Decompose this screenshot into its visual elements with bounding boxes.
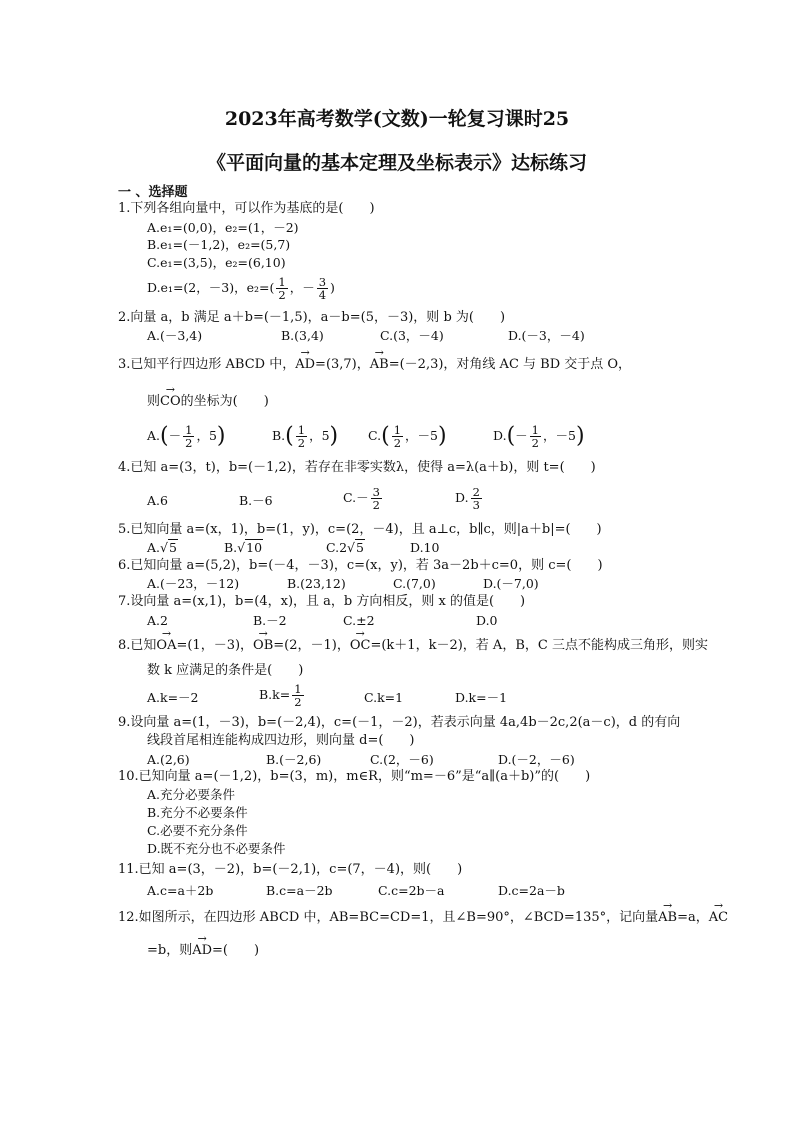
question-8-option-b: B.k= $\frac{1}{2}$ [259, 682, 302, 709]
question-9-stem: 9.设向量 a=(1，－3)，b=(－2,4)，c=(－1，－2)，若表示向量 4a,4b－2c,2(a－c)，d 的有向 [118, 715, 681, 730]
question-11-option-c: C.c=2b－a [378, 883, 445, 898]
question-9-option-d: D.(－2，－6) [498, 752, 575, 767]
question-1-option-a: A.e₁=(0,0)，e₂=(1，－2) [147, 220, 299, 235]
question-3-option-a: A.(－ $\frac{1}{2}$ ，5) [147, 423, 226, 450]
question-10-option-a: A.充分必要条件 [147, 787, 236, 802]
question-4-option-c: C.－ $\frac{3}{2}$ [343, 485, 380, 512]
question-1-option-d: D.e₁=(2，－3)，e₂=( $\frac{1}{2}$ ，－ $\frac{3}{4}$ ) [147, 275, 335, 302]
question-8-stem: 8.已知→ OA=(1，－3)，→ OB=(2，－1)，→ OC=(k＋1，k－2)，若 A，B，C 三点不能构成三角形，则实 [118, 638, 708, 654]
question-10-option-d: D.既不充分也不必要条件 [147, 841, 286, 856]
question-3-option-b: B.( $\frac{1}{2}$ ，5) [272, 423, 339, 450]
question-12-stem: 12.如图所示，在四边形 ABCD 中，AB=BC=CD=1，且∠B=90°，∠BCD=135°，记向量→ AB=a，→ AC [118, 910, 728, 926]
question-1-option-b: B.e₁=(－1,2)，e₂=(5,7) [147, 237, 291, 252]
question-4-stem: 4.已知 a=(3，t)，b=(－1,2)，若存在非零实数λ，使得 a=λ(a＋b)，则 t=( ) [118, 460, 596, 475]
title-line-2: 《平面向量的基本定理及坐标表示》达标练习 [206, 152, 587, 174]
question-3-continuation: 则→ CO的坐标为( ) [147, 394, 269, 410]
question-8-continuation: 数 k 应满足的条件是( ) [147, 663, 304, 678]
title-line-1: 2023年高考数学(文数)一轮复习课时25 [224, 108, 570, 130]
question-7-option-d: D.0 [476, 613, 498, 628]
question-5-option-b: B.√10 [224, 540, 263, 555]
question-7-option-a: A.2 [147, 613, 168, 628]
question-3-option-c: C.( $\frac{1}{2}$ ，－5) [368, 423, 447, 450]
question-10-stem: 10.已知向量 a=(－1,2)，b=(3，m)，m∈R，则“m=－6”是“a∥(a＋b)”的( ) [118, 769, 591, 784]
question-9-continuation: 线段首尾相连能构成四边形，则向量 d=( ) [147, 733, 415, 748]
question-4-option-b: B.－6 [239, 493, 273, 508]
question-11-option-b: B.c=a－2b [266, 883, 333, 898]
question-4-option-d: D. $\frac{2}{3}$ [455, 485, 480, 512]
question-9-option-b: B.(－2,6) [266, 752, 322, 767]
question-8-option-a: A.k=－2 [147, 690, 199, 705]
question-5-stem: 5.已知向量 a=(x，1)，b=(1，y)，c=(2，－4)，且 a⊥c，b∥c，则|a＋b|=( ) [118, 522, 602, 537]
question-2-option-d: D.(－3，－4) [508, 328, 585, 343]
question-1-stem: 1.下列各组向量中，可以作为基底的是( ) [118, 201, 375, 216]
question-6-option-b: B.(23,12) [287, 576, 346, 591]
question-3-option-d: D.(－ $\frac{1}{2}$ ，－5) [493, 423, 585, 450]
question-3-stem: 3.已知平行四边形 ABCD 中，→ AD=(3,7)，→ AB=(－2,3)，对角线 AC 与 BD 交于点 O， [118, 357, 631, 373]
question-8-option-d: D.k=－1 [455, 690, 508, 705]
question-11-option-d: D.c=2a－b [498, 883, 565, 898]
question-9-option-a: A.(2,6) [147, 752, 190, 767]
question-10-option-c: C.必要不充分条件 [147, 823, 248, 838]
question-4-option-a: A.6 [147, 493, 168, 508]
question-2-option-a: A.(－3,4) [147, 328, 203, 343]
question-5-option-d: D.10 [410, 540, 440, 555]
question-12-continuation: =b，则→ AD=( ) [147, 943, 259, 959]
section-heading: 一 、选择题 [118, 185, 188, 200]
question-7-stem: 7.设向量 a=(x,1)，b=(4，x)，且 a，b 方向相反，则 x 的值是( ) [118, 594, 526, 609]
question-6-option-a: A.(－23，－12) [147, 576, 240, 591]
question-5-option-c: C.2√5 [326, 540, 364, 555]
question-11-stem: 11.已知 a=(3，－2)，b=(－2,1)，c=(7，－4)，则( ) [118, 862, 463, 877]
question-10-option-b: B.充分不必要条件 [147, 805, 248, 820]
question-8-option-c: C.k=1 [364, 690, 404, 705]
question-2-stem: 2.向量 a，b 满足 a＋b=(－1,5)，a－b=(5，－3)，则 b 为( ) [118, 310, 506, 325]
question-7-option-b: B.－2 [253, 613, 287, 628]
question-2-option-b: B.(3,4) [281, 328, 324, 343]
question-5-option-a: A.√5 [147, 540, 177, 555]
question-9-option-c: C.(2，－6) [370, 752, 434, 767]
question-11-option-a: A.c=a＋2b [147, 883, 214, 898]
question-7-option-c: C.±2 [343, 613, 375, 628]
question-2-option-c: C.(3，－4) [380, 328, 444, 343]
question-6-option-d: D.(－7,0) [483, 576, 539, 591]
question-1-option-c: C.e₁=(3,5)，e₂=(6,10) [147, 255, 286, 270]
question-6-stem: 6.已知向量 a=(5,2)，b=(－4，－3)，c=(x，y)，若 3a－2b＋c=0，则 c=( ) [118, 558, 603, 573]
question-6-option-c: C.(7,0) [393, 576, 436, 591]
